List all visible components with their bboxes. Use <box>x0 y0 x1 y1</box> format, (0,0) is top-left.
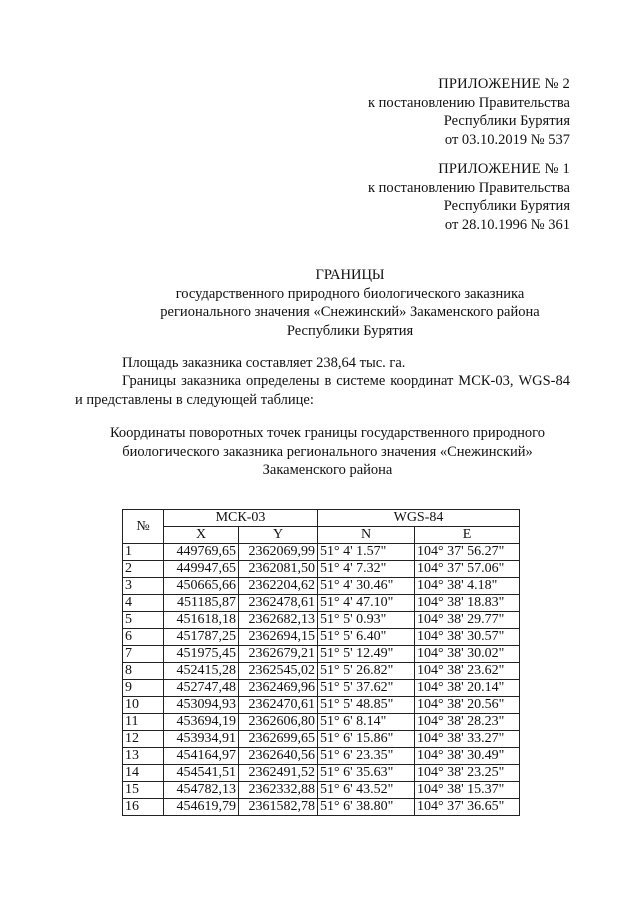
cell-n: 51° 5' 6.40" <box>318 629 415 646</box>
cell-n: 51° 4' 47.10" <box>318 595 415 612</box>
cell-e: 104° 38' 30.57" <box>415 629 520 646</box>
cell-y: 2362469,96 <box>239 680 318 697</box>
appendix-1-block <box>368 160 570 234</box>
cell-y: 2362332,88 <box>239 782 318 799</box>
table-row <box>123 799 520 816</box>
cell-number: 4 <box>123 595 164 612</box>
cell-n: 51° 4' 1.57" <box>318 544 415 561</box>
cell-x: 453094,93 <box>164 697 239 714</box>
table-row <box>123 782 520 799</box>
header-x: X <box>164 527 239 544</box>
cell-n: 51° 5' 0.93" <box>318 612 415 629</box>
appendix-1-heading: ПРИЛОЖЕНИЕ № 1 <box>438 161 570 177</box>
appendix-1-line-3: от 28.10.1996 № 361 <box>444 216 570 233</box>
coordinates-body <box>123 544 520 816</box>
cell-x: 454782,13 <box>164 782 239 799</box>
header-n: N <box>318 527 415 544</box>
cell-e: 104° 38' 23.25" <box>415 765 520 782</box>
cell-y: 2362478,61 <box>239 595 318 612</box>
cell-number: 8 <box>123 663 164 680</box>
cell-n: 51° 6' 38.80" <box>318 799 415 816</box>
appendix-1-line-2: Республики Бурятия <box>443 198 570 214</box>
cell-number: 1 <box>123 544 164 561</box>
caption-line-2: биологического заказника регионального значения «Снежинский» <box>122 443 533 460</box>
appendix-2-line-1: к постановлению Правительства <box>368 94 570 111</box>
cell-n: 51° 6' 35.63" <box>318 765 415 782</box>
cell-x: 449769,65 <box>164 544 239 561</box>
table-row <box>123 646 520 663</box>
cell-e: 104° 38' 18.83" <box>415 595 520 612</box>
cell-number: 14 <box>123 765 164 782</box>
cell-y: 2362682,13 <box>239 612 318 629</box>
table-caption <box>0 424 640 480</box>
appendix-1-line-1: к постановлению Правительства <box>368 179 570 196</box>
appendix-2-block <box>368 75 570 149</box>
cell-y: 2362204,62 <box>239 578 318 595</box>
cell-number: 16 <box>123 799 164 816</box>
boundary-paragraph: Границы заказника определены в системе координат МСК-03, WGS-84 и представлены в следующей таблице: <box>75 373 570 408</box>
cell-y: 2362694,15 <box>239 629 318 646</box>
cell-y: 2362470,61 <box>239 697 318 714</box>
cell-number: 10 <box>123 697 164 714</box>
cell-y: 2362699,65 <box>239 731 318 748</box>
cell-y: 2362606,80 <box>239 714 318 731</box>
cell-number: 5 <box>123 612 164 629</box>
cell-y: 2362491,52 <box>239 765 318 782</box>
cell-number: 7 <box>123 646 164 663</box>
cell-e: 104° 38' 23.62" <box>415 663 520 680</box>
title-line-1: государственного природного биологического заказника <box>175 285 525 302</box>
cell-n: 51° 6' 23.35" <box>318 748 415 765</box>
cell-y: 2362069,99 <box>239 544 318 561</box>
caption-line-3: Закаменского района <box>262 462 393 478</box>
cell-number: 3 <box>123 578 164 595</box>
header-e: E <box>415 527 520 544</box>
cell-number: 2 <box>123 561 164 578</box>
cell-e: 104° 37' 36.65" <box>415 799 520 816</box>
title-main: ГРАНИЦЫ <box>315 267 385 283</box>
cell-e: 104° 38' 28.23" <box>415 714 520 731</box>
table-row <box>123 731 520 748</box>
cell-x: 454541,51 <box>164 765 239 782</box>
title-line-3: Республики Бурятия <box>286 322 414 339</box>
cell-e: 104° 38' 30.02" <box>415 646 520 663</box>
header-y: Y <box>239 527 318 544</box>
appendix-2-heading: ПРИЛОЖЕНИЕ № 2 <box>438 76 570 92</box>
cell-x: 451787,25 <box>164 629 239 646</box>
caption-line-1: Координаты поворотных точек границы государственного природного <box>109 425 545 441</box>
cell-y: 2362640,56 <box>239 748 318 765</box>
coordinates-table <box>122 509 520 816</box>
cell-y: 2362081,50 <box>239 561 318 578</box>
cell-x: 450665,66 <box>164 578 239 595</box>
cell-number: 6 <box>123 629 164 646</box>
cell-n: 51° 4' 7.32" <box>318 561 415 578</box>
table-row <box>123 765 520 782</box>
cell-y: 2361582,78 <box>239 799 318 816</box>
table-row <box>123 748 520 765</box>
header-number: № <box>123 510 164 544</box>
cell-number: 15 <box>123 782 164 799</box>
title-line-2: регионального значения «Снежинский» Закаменского района <box>160 304 540 320</box>
cell-n: 51° 5' 12.49" <box>318 646 415 663</box>
cell-x: 454619,79 <box>164 799 239 816</box>
appendix-2-line-2: Республики Бурятия <box>443 113 570 129</box>
cell-x: 451618,18 <box>164 612 239 629</box>
header-wgs84: WGS-84 <box>318 510 520 527</box>
cell-number: 11 <box>123 714 164 731</box>
cell-e: 104° 37' 56.27" <box>415 544 520 561</box>
table-row <box>123 629 520 646</box>
cell-e: 104° 37' 57.06" <box>415 561 520 578</box>
table-row <box>123 663 520 680</box>
cell-x: 453934,91 <box>164 731 239 748</box>
table-row <box>123 612 520 629</box>
cell-x: 452747,48 <box>164 680 239 697</box>
table-row <box>123 714 520 731</box>
table-row <box>123 578 520 595</box>
table-row <box>123 544 520 561</box>
cell-number: 13 <box>123 748 164 765</box>
cell-n: 51° 5' 26.82" <box>318 663 415 680</box>
cell-e: 104° 38' 20.56" <box>415 697 520 714</box>
cell-n: 51° 5' 37.62" <box>318 680 415 697</box>
cell-x: 453694,19 <box>164 714 239 731</box>
cell-n: 51° 6' 43.52" <box>318 782 415 799</box>
cell-y: 2362679,21 <box>239 646 318 663</box>
cell-x: 449947,65 <box>164 561 239 578</box>
cell-e: 104° 38' 15.37" <box>415 782 520 799</box>
cell-x: 451185,87 <box>164 595 239 612</box>
cell-n: 51° 6' 8.14" <box>318 714 415 731</box>
cell-e: 104° 38' 33.27" <box>415 731 520 748</box>
header-msk03: МСК-03 <box>164 510 318 527</box>
appendix-2-line-3: от 03.10.2019 № 537 <box>444 131 570 148</box>
table-row <box>123 595 520 612</box>
cell-e: 104° 38' 4.18" <box>415 578 520 595</box>
cell-x: 454164,97 <box>164 748 239 765</box>
cell-n: 51° 5' 48.85" <box>318 697 415 714</box>
cell-number: 9 <box>123 680 164 697</box>
cell-x: 451975,45 <box>164 646 239 663</box>
document-title <box>0 266 640 340</box>
cell-e: 104° 38' 30.49" <box>415 748 520 765</box>
cell-n: 51° 4' 30.46" <box>318 578 415 595</box>
cell-number: 12 <box>123 731 164 748</box>
table-row <box>123 680 520 697</box>
cell-e: 104° 38' 29.77" <box>415 612 520 629</box>
area-paragraph: Площадь заказника составляет 238,64 тыс. га. <box>122 355 406 371</box>
cell-y: 2362545,02 <box>239 663 318 680</box>
cell-n: 51° 6' 15.86" <box>318 731 415 748</box>
cell-e: 104° 38' 20.14" <box>415 680 520 697</box>
table-row <box>123 697 520 714</box>
table-row <box>123 561 520 578</box>
cell-x: 452415,28 <box>164 663 239 680</box>
